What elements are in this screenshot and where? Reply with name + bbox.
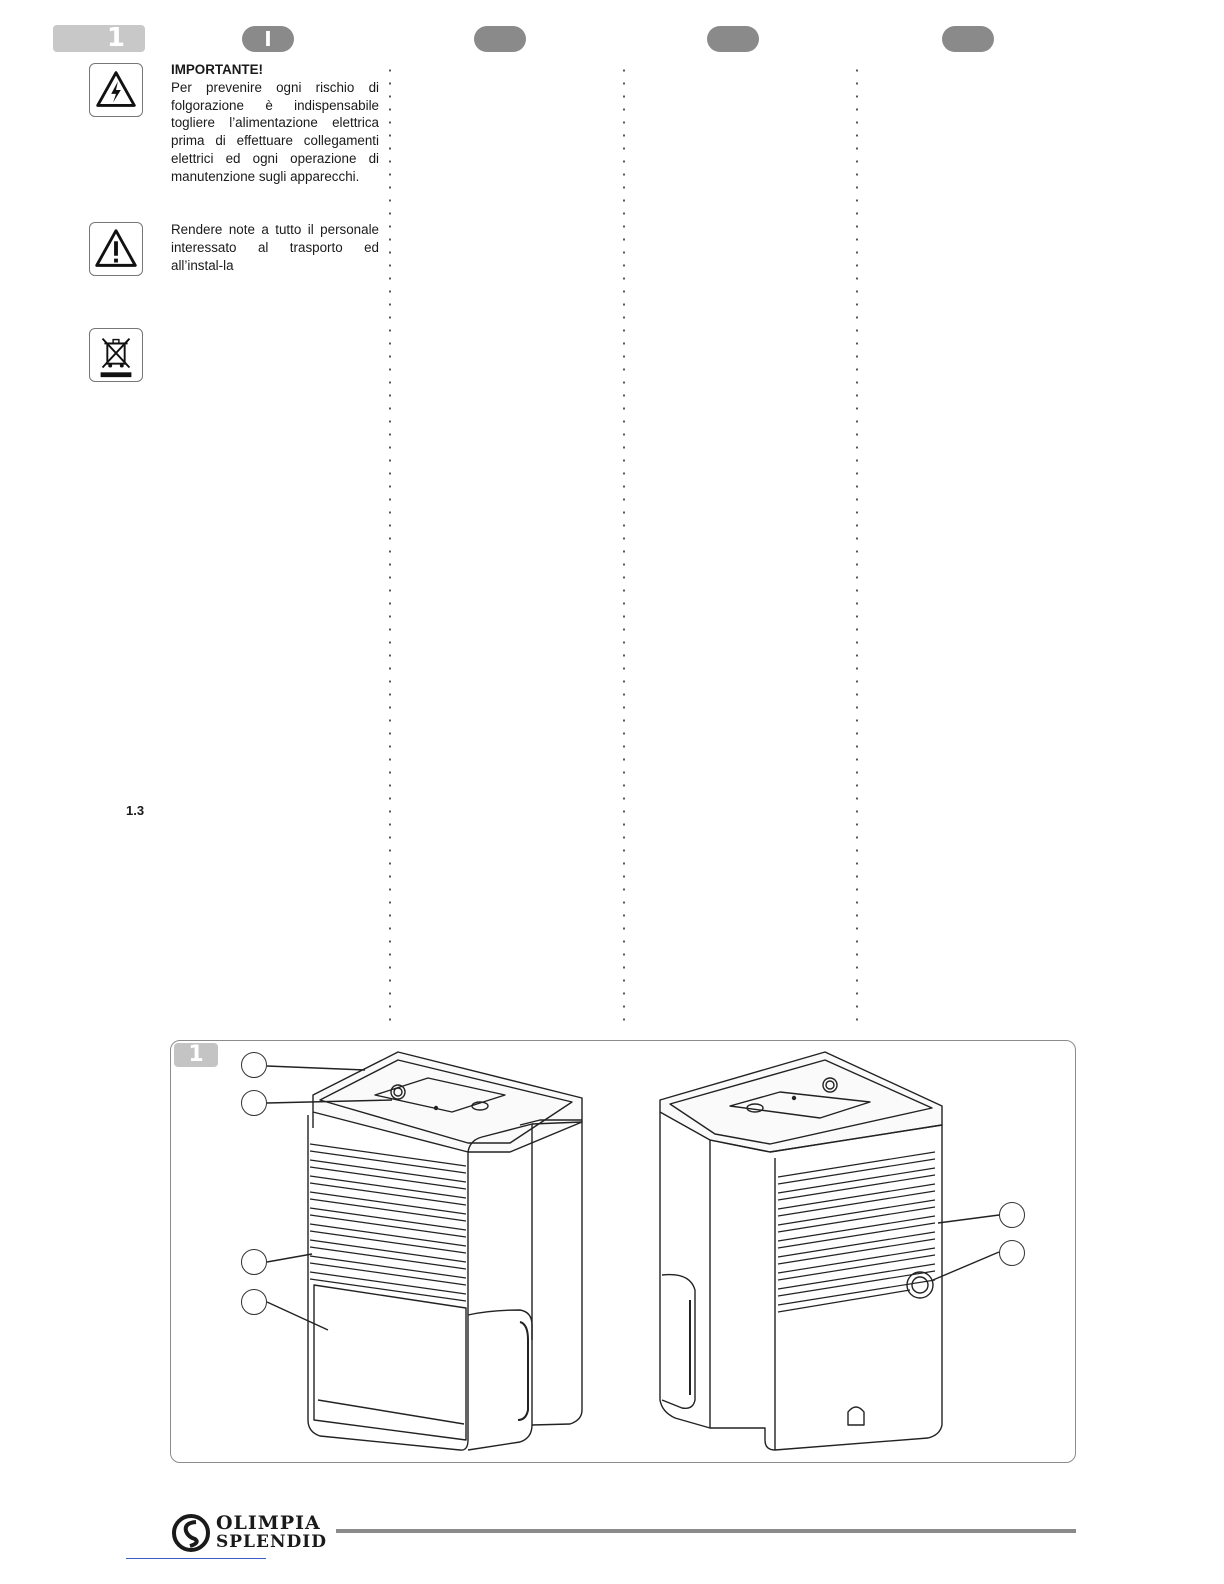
brand-name-line2: SPLENDID [216, 1532, 327, 1552]
notice-personnel [171, 221, 379, 274]
link-underline [126, 1558, 266, 1559]
notice-text: Per prevenire ogni rischio di folgorazione è indispensabile togliere l’alimentazione elettrica prima di effettuare collegamenti elettrici ed ogni operazione di manutenzione sugli apparecchi. [171, 79, 379, 184]
language-tab-italian: I [242, 26, 294, 52]
callout-circle [999, 1240, 1025, 1266]
weee-bin-icon [89, 328, 143, 382]
section-label: 1.3 [126, 803, 145, 818]
brand-logo-icon [170, 1513, 212, 1553]
section-number-tab: 1 [53, 25, 145, 52]
footer-rule [336, 1529, 1076, 1533]
brand-name-line1: OLIMPIA [216, 1512, 321, 1534]
notice-heading: IMPORTANTE! [171, 62, 263, 77]
notice-important [171, 61, 379, 186]
figure-number-tab: 1 [174, 1043, 218, 1067]
language-tab-4 [942, 26, 994, 52]
electric-hazard-icon [89, 63, 143, 117]
language-tab-2 [474, 26, 526, 52]
dehumidifier-illustration [170, 1040, 1076, 1463]
column-divider [856, 64, 858, 1024]
callout-circle [241, 1090, 267, 1116]
column-divider [389, 64, 391, 1024]
callout-circle [241, 1249, 267, 1275]
language-tab-3 [707, 26, 759, 52]
callout-circle [999, 1202, 1025, 1228]
callout-circle [241, 1052, 267, 1078]
column-divider [623, 64, 625, 1024]
callout-circle [241, 1289, 267, 1315]
warning-icon [89, 222, 143, 276]
notice-text: Rendere note a tutto il personale interessato al trasporto ed all’instal-la [171, 222, 379, 273]
